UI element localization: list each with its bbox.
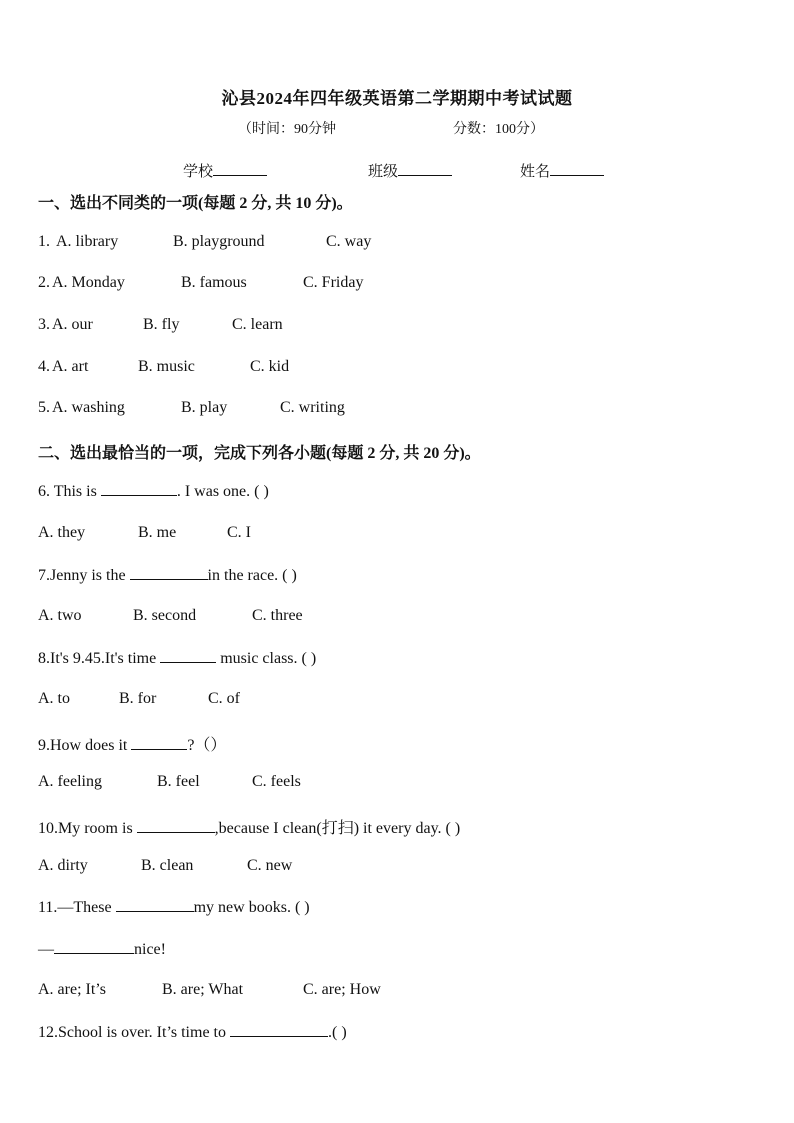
question-number: 2. [38, 274, 50, 291]
option-c: C. are; How [303, 981, 381, 998]
question-text-end: . I was one. ( ) [176, 483, 269, 500]
option-b: B. playground [173, 233, 265, 250]
answer-blank [160, 649, 216, 663]
option-b: B. are; What [162, 981, 244, 998]
option-b: B. second [133, 607, 197, 624]
section-1-heading: 一、选出不同类的一项(每题 2 分, 共 10 分)。 [38, 195, 353, 212]
question-text-end: .( ) [328, 1024, 347, 1041]
question-6 [38, 482, 269, 501]
question-5 [38, 399, 345, 417]
option-a: A. are; It’s [38, 981, 106, 998]
option-c: C. I [227, 524, 251, 541]
question-7 [38, 566, 297, 585]
option-b: B. clean [141, 857, 194, 874]
class-field [368, 160, 452, 181]
option-b: B. music [138, 358, 195, 375]
question-11-reply [38, 940, 166, 959]
dash: — [38, 941, 54, 958]
time-info: （时间：90分钟 [238, 122, 336, 137]
question-text-end: music class. ( ) [216, 650, 317, 667]
option-a: A. washing [52, 399, 125, 416]
option-c: C. writing [280, 399, 345, 416]
class-label: 班级 [368, 164, 399, 180]
answer-blank [54, 940, 134, 954]
option-c: C. feels [252, 773, 301, 790]
answer-blank [101, 482, 177, 496]
option-a: A. library [56, 233, 119, 250]
answer-blank [131, 736, 187, 750]
option-a: A. they [38, 524, 86, 541]
question-12 [38, 1023, 347, 1042]
name-label: 姓名 [520, 164, 551, 180]
question-text-end: nice! [134, 941, 166, 958]
option-c: C. Friday [303, 274, 364, 291]
question-10 [38, 815, 460, 838]
option-c: C. three [252, 607, 303, 624]
option-a: A. art [52, 358, 89, 375]
option-a: A. our [52, 316, 93, 333]
question-text: 6. This is [38, 483, 101, 500]
section-2-heading: 二、选出最恰当的一项，完成下列各小题(每题 2 分, 共 20 分)。 [38, 445, 481, 462]
option-c: C. learn [232, 316, 283, 333]
school-label: 学校 [183, 164, 214, 180]
question-text-end: ,because I clean(打扫) it every day. ( ) [214, 820, 461, 837]
page-title: 沁县2024年四年级英语第二学期期中考试试题 [221, 89, 573, 108]
name-field [520, 160, 604, 181]
question-number: 4. [38, 358, 50, 375]
question-text: 7.Jenny is the [38, 567, 130, 584]
school-field [183, 160, 267, 181]
question-4 [38, 358, 290, 376]
option-b: B. fly [143, 316, 180, 333]
option-a: A. Monday [52, 274, 125, 291]
question-text: 10.My room is [38, 820, 137, 837]
question-11 [38, 898, 310, 917]
answer-blank [230, 1023, 328, 1037]
option-b: B. famous [181, 274, 247, 291]
question-text: 11.—These [38, 899, 116, 916]
option-c: C. of [208, 690, 240, 707]
option-c: C. way [326, 233, 372, 250]
question-3 [38, 316, 283, 334]
option-a: A. two [38, 607, 82, 624]
question-text: 8.It's 9.45.It's time [38, 650, 161, 667]
question-1 [38, 233, 372, 251]
question-number: 3. [38, 316, 50, 333]
answer-blank [116, 898, 194, 912]
option-a: A. to [38, 690, 70, 707]
option-c: C. kid [250, 358, 290, 375]
question-text-end: my new books. ( ) [193, 899, 310, 916]
question-9 [38, 732, 226, 755]
score-info: 分数：100分） [453, 122, 544, 137]
question-text: 9.How does it [38, 737, 132, 754]
question-text: 12.School is over. It’s time to [38, 1024, 230, 1041]
option-b: B. me [138, 524, 177, 541]
option-c: C. new [247, 857, 293, 874]
answer-blank [137, 819, 215, 833]
option-b: B. feel [157, 773, 200, 790]
question-8 [38, 649, 316, 668]
question-number: 5. [38, 399, 50, 416]
question-2 [38, 274, 364, 292]
question-number: 1. [38, 233, 50, 250]
option-b: B. play [181, 399, 228, 416]
class-blank [398, 163, 452, 176]
option-b: B. for [119, 690, 157, 707]
question-text-end: ?（） [187, 737, 227, 754]
option-a: A. dirty [38, 857, 88, 874]
name-blank [550, 163, 604, 176]
option-a: A. feeling [38, 773, 102, 790]
answer-blank [130, 566, 208, 580]
question-text-end: in the race. ( ) [207, 567, 297, 584]
school-blank [213, 163, 267, 176]
